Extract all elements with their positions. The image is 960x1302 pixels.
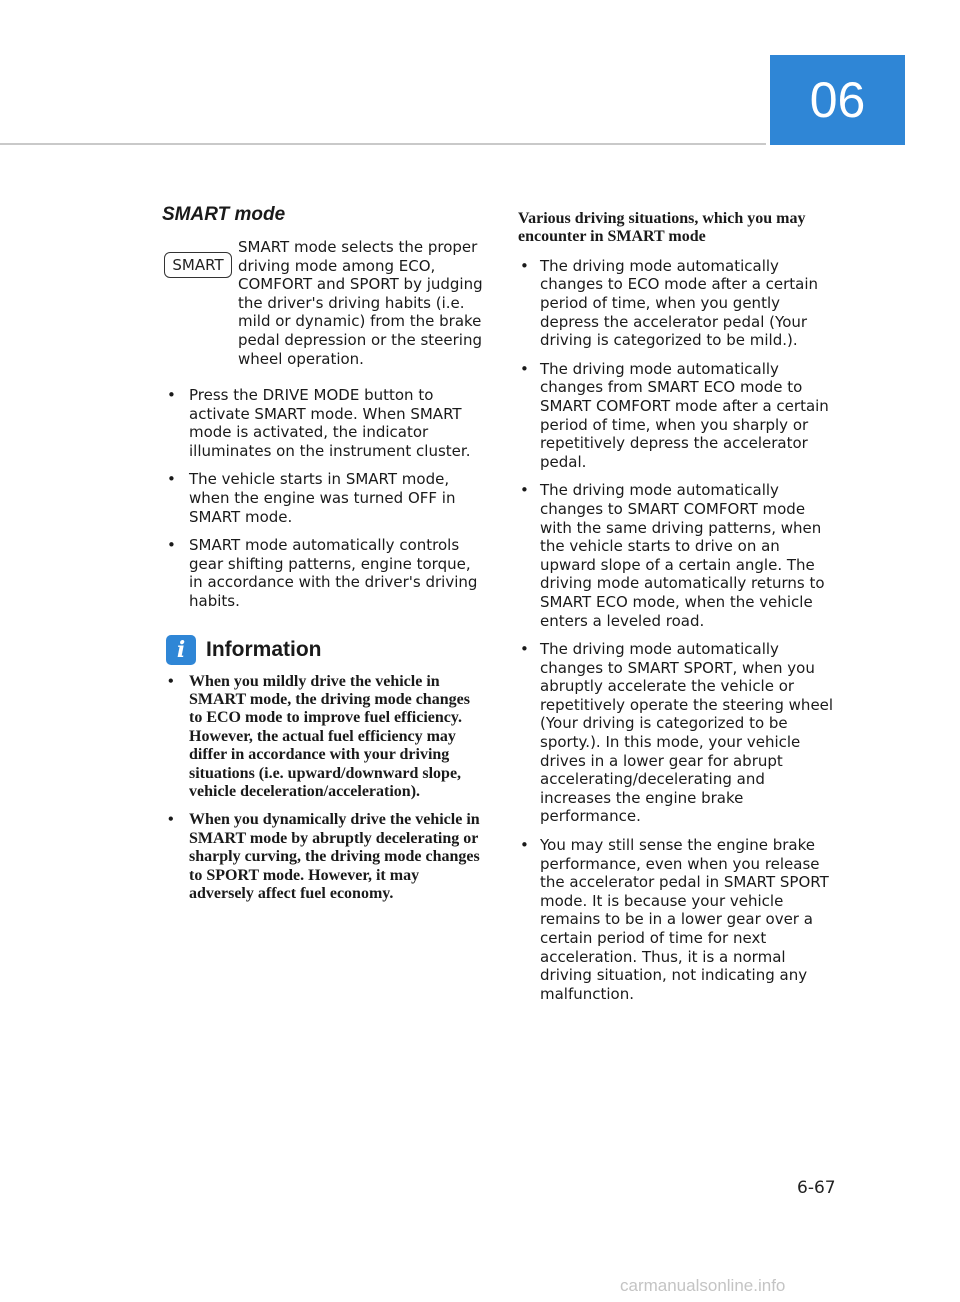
list-item [518, 257, 838, 350]
smart-description: SMART mode selects the proper driving mode among ECO, COMFORT and SPORT by judging the driver's driving habits (i.e. mild or dynamic) from the brake pedal depression or the steering wheel operation. [238, 238, 483, 368]
header-rule [0, 143, 766, 145]
watermark[interactable]: carmanualsonline.info [620, 1276, 786, 1295]
smart-bullet-list [162, 386, 487, 611]
bullet-text: The driving mode automatically changes to SMART COMFORT mode with the same driving patterns, when the vehicle starts to drive on an upward slope of a certain angle. The driving mode automatically returns to SMART ECO mode, when the vehicle enters a leveled road. [540, 481, 825, 630]
information-title: Information [206, 637, 322, 661]
list-item [162, 470, 487, 526]
list-item [518, 481, 838, 630]
bullet-text: The vehicle starts in SMART mode, when the engine was turned OFF in SMART mode. [189, 470, 456, 526]
information-header [162, 635, 487, 665]
bullet-icon: • [167, 470, 176, 489]
list-item [162, 811, 487, 903]
page-number: 6-67 [797, 1178, 836, 1198]
smart-badge-icon: SMART [164, 252, 232, 278]
bullet-icon: • [520, 836, 529, 855]
situations-title: Various driving situations, which you may encounter in SMART mode [518, 210, 806, 246]
bullet-text: Press the DRIVE MODE button to activate SMART mode. When SMART mode is activated, the indicator illuminates on the instrument cluster. [189, 386, 471, 460]
right-column [518, 210, 838, 1013]
list-item [162, 536, 487, 610]
bullet-text: The driving mode automatically changes to SMART SPORT, when you abruptly accelerate the vehicle or repetitively operate the steering wheel (Your driving is categorized to be sporty.). In this mode, your vehicle drives in a lower gear for abrupt accelerating/decelerating and increases the engine brake performance. [540, 640, 834, 826]
bullet-text: You may still sense the engine brake performance, even when you release the accelerator pedal in SMART SPORT mode. It is because your vehicle remains to be in a lower gear over a certain period of time for next acceleration. Thus, it is a normal driving situation, not indicating any malfunction. [540, 836, 829, 1003]
information-list [162, 673, 487, 904]
info-icon: i [166, 635, 196, 665]
bullet-text: The driving mode automatically changes to ECO mode after a certain period of time, when you gently depress the accelerator pedal (Your driving is categorized to be mild.). [540, 256, 819, 350]
bullet-icon: • [520, 481, 529, 500]
info-text: When you dynamically drive the vehicle in SMART mode by abruptly decelerating or sharply curving, the driving mode changes to SPORT mode. However, it may adversely affect fuel economy. [189, 811, 480, 902]
section-title: SMART mode [162, 204, 286, 225]
bullet-icon: • [520, 640, 529, 659]
bullet-icon: • [167, 386, 176, 404]
bullet-icon: • [168, 672, 174, 690]
list-item [518, 836, 838, 1003]
bullet-icon: • [520, 359, 529, 378]
list-item [518, 360, 838, 472]
bullet-icon: • [168, 811, 174, 829]
bullet-text: The driving mode automatically changes from SMART ECO mode to SMART COMFORT mode after a certain period of time, when you sharply or repetitively depress the accelerator pedal. [540, 359, 829, 471]
list-item [162, 673, 487, 802]
list-item [518, 640, 838, 826]
chapter-tab: 06 [770, 55, 905, 145]
smart-mode-intro [162, 238, 487, 386]
list-item [162, 386, 487, 460]
bullet-text: SMART mode automatically controls gear shifting patterns, engine torque, in accordance with the driver's driving habits. [189, 536, 478, 610]
left-column [162, 204, 487, 913]
bullet-icon: • [520, 256, 529, 275]
situations-list [518, 257, 838, 1004]
bullet-icon: • [167, 536, 176, 555]
info-text: When you mildly drive the vehicle in SMART mode, the driving mode changes to ECO mode to improve fuel efficiency. However, the actual fuel efficiency may differ in accordance with your driving situations (i.e. upward/downward slope, vehicle deceleration/acceleration). [189, 672, 470, 800]
